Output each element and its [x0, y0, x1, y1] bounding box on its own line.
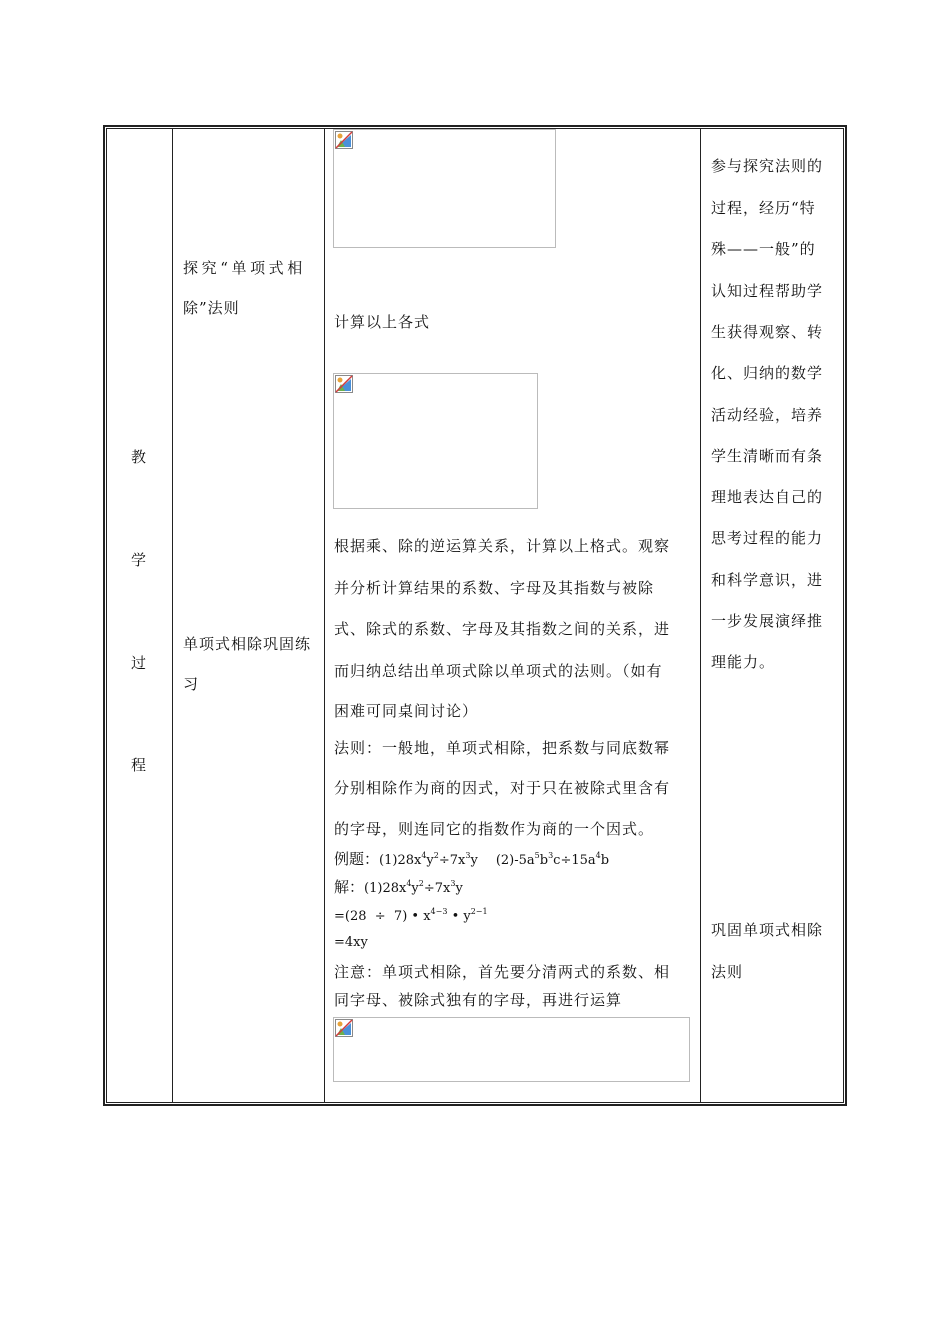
note-line-1: 注意：单项式相除，首先要分清两式的系数、相	[334, 963, 671, 981]
exponent: 5	[534, 851, 540, 860]
example-1-term: y	[426, 853, 434, 868]
table-inner-left-border	[106, 128, 107, 1103]
intent-line-3: 殊——一般”的	[711, 240, 816, 258]
table-inner-bottom-border	[106, 1102, 844, 1103]
intent-line-11: 和科学意识，进	[711, 571, 824, 589]
calc-instruction: 计算以上各式	[334, 313, 431, 331]
intent-line-5: 生获得观察、转	[711, 323, 824, 341]
solution-number: (1)	[364, 881, 383, 896]
solution-term: ÷7x	[423, 881, 451, 896]
example-2-term: c÷15a	[553, 853, 596, 868]
exponent: 4	[595, 851, 601, 860]
solution-line-2	[334, 905, 488, 927]
intent-line-6: 化、归纳的数学	[711, 364, 824, 382]
paragraph-line-5: 困难可同桌间讨论）	[334, 702, 479, 720]
paragraph-line-2: 并分析计算结果的系数、字母及其指数与被除	[334, 579, 655, 597]
intent-line-7: 活动经验，培养	[711, 406, 824, 424]
column-divider-3	[700, 128, 701, 1103]
goal-line-2: 法则	[711, 963, 744, 981]
process-label-char-2: 学	[131, 551, 147, 569]
table-inner-right-border	[843, 128, 844, 1103]
process-label-char-4: 程	[131, 756, 147, 774]
example-2-term: -5a	[514, 853, 535, 868]
example-2-number: (2)	[495, 853, 515, 868]
broken-image-icon	[335, 1019, 353, 1037]
exponent: 4	[406, 879, 412, 888]
process-label-char-3: 过	[131, 654, 147, 672]
intent-line-12: 一步发展演绎推	[711, 612, 824, 630]
exponent: 2	[433, 851, 439, 860]
rule-line-1: 法则：一般地，单项式相除，把系数与同底数幂	[334, 739, 671, 757]
paragraph-line-3: 式、除式的系数、字母及其指数之间的关系，进	[334, 620, 671, 638]
exponent: 2	[418, 879, 424, 888]
activity-heading-explore-line1: 探究“单项式相	[183, 259, 306, 277]
intent-line-9: 理地表达自己的	[711, 488, 824, 506]
intent-line-1: 参与探究法则的	[711, 157, 824, 175]
intent-line-2: 过程，经历“特	[711, 199, 816, 217]
note-line-2: 同字母、被除式独有的字母，再进行运算	[334, 991, 623, 1009]
solution-term: y	[455, 881, 463, 896]
exponent: 4−3	[430, 907, 448, 916]
intent-line-13: 理能力。	[711, 653, 776, 671]
column-divider-1	[172, 128, 173, 1103]
example-1-term: y	[470, 853, 478, 868]
image-placeholder-1	[333, 129, 556, 248]
image-placeholder-2	[333, 373, 538, 509]
paragraph-line-1: 根据乘、除的逆运算关系，计算以上格式。观察	[334, 537, 671, 555]
exponent: 3	[548, 851, 554, 860]
column-divider-2	[324, 128, 325, 1103]
solution-term: 28x	[382, 881, 407, 896]
activity-heading-explore-line2: 除”法则	[183, 299, 240, 317]
example-1-term: 28x	[397, 853, 422, 868]
solution-line-3: =4xy	[334, 935, 368, 950]
example-2-term: b	[600, 853, 610, 868]
intent-line-8: 学生清晰而有条	[711, 447, 824, 465]
exponent: 3	[465, 851, 471, 860]
paragraph-line-4: 而归纳总结出单项式除以单项式的法则。（如有	[334, 662, 663, 680]
goal-line-1: 巩固单项式相除	[711, 921, 824, 939]
intent-line-4: 认知过程帮助学	[711, 282, 824, 300]
intent-line-10: 思考过程的能力	[711, 529, 824, 547]
solution-term: =(28 ÷ 7) • x	[334, 909, 431, 924]
example-1-term: ÷7x	[438, 853, 466, 868]
example-line	[334, 849, 609, 871]
solution-term: y	[411, 881, 419, 896]
broken-image-icon	[335, 375, 353, 393]
example-1-number: (1)	[379, 853, 398, 868]
solution-label: 解：	[334, 878, 365, 896]
activity-heading-practice-line1: 单项式相除巩固练	[183, 635, 312, 653]
exponent: 2−1	[470, 907, 488, 916]
activity-heading-practice-line2: 习	[183, 675, 200, 693]
exponent: 4	[421, 851, 427, 860]
rule-line-3: 的字母，则连同它的指数作为商的一个因式。	[334, 820, 655, 838]
solution-term: • y	[447, 909, 471, 924]
exponent: 3	[450, 879, 456, 888]
rule-line-2: 分别相除作为商的因式，对于只在被除式里含有	[334, 779, 671, 797]
solution-line-1	[334, 877, 463, 899]
example-label: 例题：	[334, 850, 380, 868]
broken-image-icon	[335, 131, 353, 149]
image-placeholder-3	[333, 1017, 690, 1082]
process-label-char-1: 教	[131, 448, 147, 466]
example-2-term: b	[539, 853, 549, 868]
